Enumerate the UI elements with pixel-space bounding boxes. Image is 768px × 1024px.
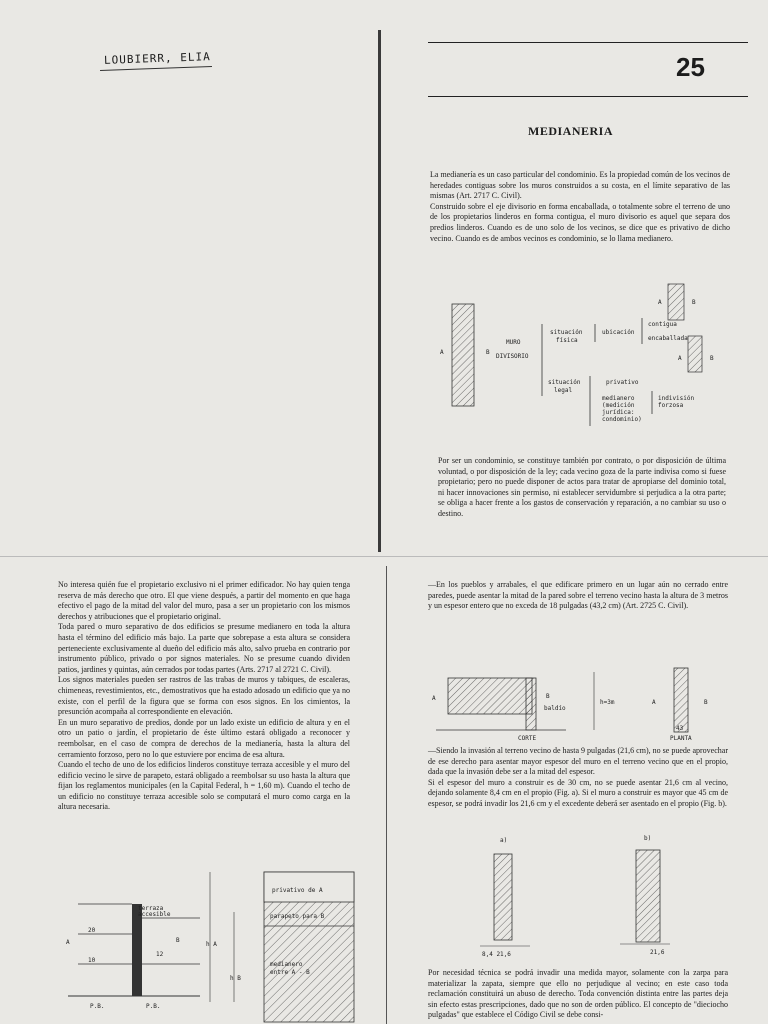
condominio-paragraph bbox=[438, 456, 726, 520]
fig-a-wall bbox=[494, 854, 512, 940]
privativo-a-label: privativo de A bbox=[272, 887, 323, 894]
planta-label-a: A bbox=[652, 699, 656, 706]
label-a: A bbox=[66, 939, 70, 946]
label-privativo: privativo bbox=[606, 379, 639, 386]
fig-a-label: a) bbox=[500, 837, 508, 844]
fig-a-dimensions: 8,4 21,6 bbox=[482, 951, 511, 958]
page-separator bbox=[0, 556, 768, 557]
section-title: MEDIANERIA bbox=[528, 124, 614, 138]
left-paragraph-3: Los signos materiales pueden ser rastros de las trabas de muros y tabiques, de escaleras, chimeneas, revestimientos, etc., demostrativos que ha estado adosado un edificio que ya no existe, con el perfil de la figura que se forma con esos signos. En los cimientos, la presunción acompaña al correspondiente en elevación. bbox=[58, 675, 350, 717]
muro-divisorio-diagram bbox=[430, 276, 730, 436]
label-b: B bbox=[176, 937, 180, 944]
right-paragraph-2: —Siendo la invasión al terreno vecino de hasta 9 pulgadas (21,6 cm), no se puede aprovechar de ese derecho para asentar mayor espesor del muro en el terreno vecino que en el propio, dada que la invasión debe ser a la mitad del espesor. bbox=[428, 746, 728, 777]
left-paragraph-1: No interesa quién fue el propietario exclusivo ni el primer edificador. No hay quien tenga reserva de más derecho que otro. El que viene después, a partir del momento en que haga efectivo el pago de la mitad del valor del muro, pasa a ser un propietario con los mismos derechos y atribuciones que el propietario original. bbox=[58, 580, 350, 621]
contigua-wall bbox=[668, 284, 684, 320]
label-situacion-fisica-2: física bbox=[556, 337, 578, 344]
terraza-parapeto-diagram bbox=[60, 852, 360, 1024]
label-ubicacion: ubicación bbox=[602, 329, 635, 336]
right-column-top-text bbox=[428, 580, 728, 612]
corte-label-a: A bbox=[432, 695, 436, 702]
baldio-label: baldío bbox=[544, 705, 566, 712]
label-divisorio: DIVISORIO bbox=[496, 353, 529, 360]
num-20: 20 bbox=[88, 927, 96, 934]
right-column-bottom-text bbox=[428, 968, 728, 1021]
right-paragraph-4: Por necesidad técnica se podrá invadir una medida mayor, solamente con la zarpa para materializar la zapata, siempre que ello no perjudique al vecino; en este caso toda reclamación constituirá un abuso de derecho. Toda convención distinta entre las partes deja sin efecto estas prescripciones, dado que no son de orden público. El concepto de "dieciocho pulgadas" que establece el Código Civil se debe consi- bbox=[428, 968, 728, 1020]
fig-b-dimensions: 21,6 bbox=[650, 949, 665, 956]
right-column-mid-text bbox=[428, 746, 728, 810]
terraza-label-1: terraza bbox=[138, 905, 164, 912]
label-muro: MURO bbox=[506, 339, 521, 346]
corte-label-b: B bbox=[546, 693, 550, 700]
section-wall bbox=[526, 678, 536, 730]
medianero-label-2: entre A - B bbox=[270, 969, 310, 976]
left-paragraph-4: En un muro separativo de predios, donde por un lado existe un edificio de altura y en el otro un patio o jardín, el propietario de éste último estará obligado a reconocer y reembolsar, en el caso de compra de derechos de la medianería, hasta la altura del cerramiento forzoso, pero no lo que estuviere por encima de esa altura. bbox=[58, 717, 350, 759]
width-43: 43 bbox=[676, 725, 684, 732]
left-paragraph-2: Toda pared o muro separativo de dos edificios se presume medianero en toda la altura hasta el término del edificio más bajo. La parte que sobrepase a esta altura se considera perteneciente exclusivamente al dueño del edificio más alto, salvo prueba en contrario por instrumento público, privado o por signos materiales. No se presume cuando dividen patios, jardines y quintas, aún cerrados por todas partes (Arts. 2717 al 2721 C. Civil). bbox=[58, 622, 350, 674]
num-12: 12 bbox=[156, 951, 164, 958]
pb-label-1: P.B. bbox=[90, 1003, 105, 1010]
medianero-label-1: medianero bbox=[270, 961, 303, 968]
terraza-label-2: accesible bbox=[138, 911, 171, 918]
right-paragraph-1: —En los pueblos y arrabales, el que edificare primero en un lugar aún no cerrado entre paredes, puede asentar la mitad de la pared sobre el terreno vecino hasta la altura de 3 metros y un espesor entero que no exceda de 18 pulgadas (43,2 cm) (Art. 2725 C. Civil). bbox=[428, 580, 728, 611]
top-rule bbox=[428, 42, 748, 43]
label-encaballada: encaballada bbox=[648, 335, 688, 342]
encaballada-wall bbox=[688, 336, 702, 372]
label-situacion-legal-2: legal bbox=[554, 387, 573, 394]
label-contigua: contigua bbox=[648, 321, 677, 328]
header-rule bbox=[428, 96, 748, 97]
handwritten-underline bbox=[100, 66, 212, 71]
section-building bbox=[448, 678, 532, 714]
encaballada-label-a: A bbox=[678, 355, 682, 362]
right-paragraph-3: Si el espesor del muro a construir es de 30 cm, no se puede asentar 21,6 cm al vecino, dejando solamente 8,4 cm en el propio (Fig. a). Si el muro a construir es mayor que 45 cm de espesor, se podrá invadir los 21,6 cm y el excedente deberá ser asentado en el propio (Fig. b). bbox=[428, 777, 728, 808]
planta-label-b: B bbox=[704, 699, 708, 706]
label-medianero-2: (medición bbox=[602, 402, 635, 409]
label-situacion-fisica-1: situación bbox=[550, 329, 583, 336]
label-b: B bbox=[486, 349, 490, 356]
label-indivision-1: indivisión bbox=[658, 395, 695, 402]
height-label: h=3m bbox=[600, 699, 615, 706]
plan-wall bbox=[674, 668, 688, 732]
intro-paragraph-1: La medianería es un caso particular del condominio. Es la propiedad común de los vecinos de heredades contiguas sobre los muros construidos a su costa, en el límite separativo de las mismas (Art. 2717 C. Civil). bbox=[430, 170, 730, 201]
hb-label: h B bbox=[230, 975, 241, 982]
intro-paragraph-2: Construido sobre el eje divisorio en forma encaballada, o totalmente sobre el terreno de uno de los propietarios linderos en forma contigua, el muro divisorio es aquel que separa dos predios linderos. Cuando es de uno solo de los vecinos, se dice que es privativo de dicho vecino. Cuando es de ambos vecinos es condominio, se lo llama medianero. bbox=[430, 201, 730, 243]
fig-a-b-diagram bbox=[460, 832, 720, 964]
ha-label: h A bbox=[206, 941, 217, 948]
corte-label: CORTE bbox=[518, 735, 537, 742]
label-medianero-1: medianero bbox=[602, 395, 635, 402]
pb-label-2: P.B. bbox=[146, 1003, 161, 1010]
condominio-text: Por ser un condominio, se constituye también por contrato, o por disposición de última voluntad, o por disposición de la ley; cada vecino goza de la parte indivisa como si fuese propietario; pero no puede disponer de actos para tratar de apropiarse del dominio total, ni hacer innovaciones sin permiso, ni establecer servidumbre si perjudica a la otra parte; se obliga a hacer frente a los gastos de conservación y reparación, a no cambiar su uso o destino. bbox=[438, 456, 726, 518]
intro-text bbox=[430, 170, 730, 244]
left-column-text bbox=[58, 580, 350, 813]
planta-label: PLANTA bbox=[670, 735, 692, 742]
handwritten-name: LOUBIERR, ELIA bbox=[103, 50, 211, 67]
left-paragraph-5: Cuando el techo de uno de los edificios linderos constituye terraza accesible y el muro del edificio vecino le sirve de parapeto, estará obligado a reembolsar su uso hasta la altura que fijan los reglamentos municipales (en la Capital Federal, h = 1,60 m). Cuando el techo de un edificio no constituye terraza accesible solo se computará el muro como carga en la altura necesaria. bbox=[58, 760, 350, 812]
label-situacion-legal-1: situación bbox=[548, 379, 581, 386]
label-medianero-4: condominio) bbox=[602, 416, 642, 423]
num-10: 10 bbox=[88, 957, 96, 964]
encaballada-label-b: B bbox=[710, 355, 714, 362]
contigua-label-b: B bbox=[692, 299, 696, 306]
corte-planta-diagram bbox=[426, 658, 726, 742]
fig-b-label: b) bbox=[644, 835, 652, 842]
contigua-label-a: A bbox=[658, 299, 662, 306]
binding-spine bbox=[378, 30, 381, 552]
fig-b-wall bbox=[636, 850, 660, 942]
wall-section bbox=[452, 304, 474, 406]
label-indivision-2: forzosa bbox=[658, 402, 684, 409]
label-a: A bbox=[440, 349, 444, 356]
label-medianero-3: jurídica: bbox=[602, 409, 635, 416]
parapeto-label: parapeto para B bbox=[270, 913, 325, 920]
page-number: 25 bbox=[676, 52, 705, 82]
column-separator bbox=[386, 566, 387, 1024]
